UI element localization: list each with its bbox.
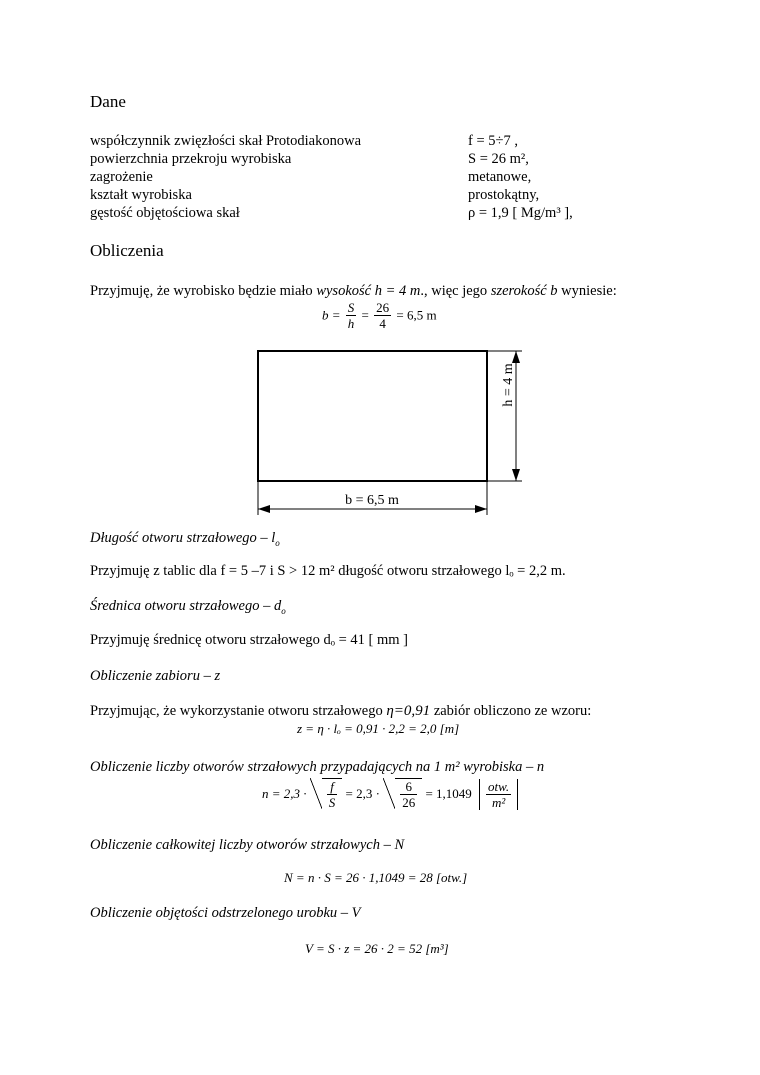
intro-text-d: szerokość b: [490, 283, 558, 299]
equation-b: [322, 300, 437, 331]
objetosc-heading: Obliczenie objętości odstrzelonego urobku – V: [90, 905, 361, 921]
srednica-text: Przyjmuję średnicę otworu strzałowego dₒ = 41 [ mm ]: [90, 632, 408, 648]
liczba-n-heading: Obliczenie liczby otworów strzałowych przypadających na 1 m² wyrobiska – n: [90, 759, 545, 775]
n-eq-b: = 2,3 ·: [345, 786, 380, 801]
zabior-text-b: zabiór obliczono ze wzoru:: [433, 703, 592, 719]
dane-value-2: metanowe,: [468, 169, 532, 185]
width-arrow-left: [258, 505, 270, 513]
intro-text-b: wysokość h = 4 m: [316, 283, 421, 299]
dane-value-4: ρ = 1,9 [ Mg/m³ ],: [468, 205, 573, 221]
height-arrow-top: [512, 351, 520, 363]
objetosc-equation: V = S · z = 26 · 2 = 52 [m³]: [305, 941, 449, 956]
n-sqrt-1: $\frac{f}{S}$: [322, 778, 343, 810]
dane-label-1: powierzchnia przekroju wyrobiska: [90, 151, 292, 167]
dane-label-4: gęstość objętościowa skał: [90, 205, 240, 221]
dane-label-3: kształt wyrobiska: [90, 187, 192, 203]
intro-paragraph: [90, 283, 617, 300]
obliczenia-heading: Obliczenia: [90, 241, 164, 260]
intro-text-a: Przyjmuję, że wyrobisko będzie miało: [90, 283, 317, 299]
dane-heading: Dane: [90, 92, 126, 111]
n-sqrt-2: $\frac{6}{26}$: [395, 778, 422, 810]
zabior-heading: Obliczenie zabioru – z: [90, 668, 221, 684]
dane-value-1: S = 26 m²,: [468, 151, 529, 167]
n-unit: $\frac{\text{otw.}}{\text{m²}}$: [479, 779, 518, 810]
height-label: h = 4 m: [501, 363, 516, 407]
n-eq-c: = 1,1049: [425, 786, 472, 801]
eq-b-frac1: $\frac{S}{h}$: [347, 300, 355, 331]
width-label: b = 6,5 m: [345, 493, 399, 508]
cross-section-diagram: [250, 345, 540, 520]
liczba-n-equation: [262, 778, 518, 810]
dane-value-0: f = 5÷7 ,: [468, 133, 518, 149]
dlugosc-heading: Długość otworu strzałowego – $l_o$: [90, 530, 280, 548]
dane-value-3: prostokątny,: [468, 187, 540, 203]
srednica-heading: Średnica otworu strzałowego – $d_o$: [90, 598, 286, 616]
intro-text-e: wyniesie:: [557, 283, 617, 299]
zabior-eta: η=0,91: [386, 703, 431, 719]
dane-label-0: współczynnik zwięzłości skał Protodiakonowa: [90, 133, 362, 149]
height-arrow-bottom: [512, 469, 520, 481]
liczba-N-equation: N = n · S = 26 · 1,1049 = 28 [otw.]: [284, 870, 468, 885]
zabior-paragraph: [90, 703, 591, 720]
dane-label-2: zagrożenie: [90, 169, 153, 185]
zabior-equation: z = η · lₒ = 0,91 · 2,2 = 2,0 [m]: [297, 721, 460, 736]
zabior-text-a: Przyjmując, że wykorzystanie otworu strzałowego: [90, 703, 387, 719]
width-arrow-right: [475, 505, 487, 513]
n-eq-a: n = 2,3 ·: [262, 786, 307, 801]
cross-section-rect: [258, 351, 487, 481]
dlugosc-text: Przyjmuję z tablic dla f = 5 –7 i S > 12 m² długość otworu strzałowego lₒ = 2,2 m.: [90, 563, 566, 579]
eq-b-eq: =: [361, 307, 369, 323]
liczba-N-heading: Obliczenie całkowitej liczby otworów strzałowych – N: [90, 837, 405, 853]
eq-b-rhs: = 6,5 m: [396, 307, 437, 323]
eq-b-lhs: b =: [322, 307, 341, 323]
eq-b-frac2: $\frac{26}{4}$: [376, 300, 390, 331]
intro-text-c: ., więc jego: [420, 283, 491, 299]
